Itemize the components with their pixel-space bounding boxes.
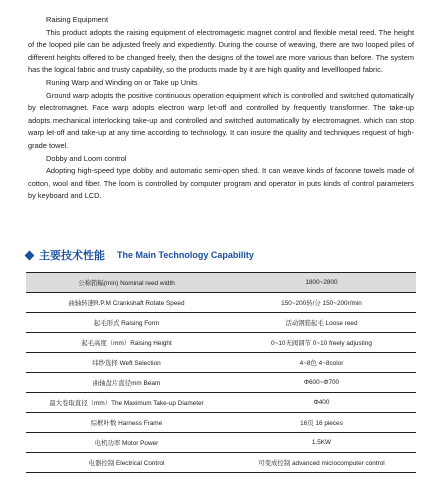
spec-label: 起毛形式 Raising Form	[26, 313, 227, 333]
paragraph-raising-equipment: This product adopts the raising equipment of electromagetic magnet control and flexible metal reed. The height of the looped pile can be adjusted freely and expediently. During the course of weaving, there are two looped piles of different heights offered to be changed freely, then the designs of the towel are more various than before. The system has the logical fabric and trusty capability, so the products made by it are high quality and levelllooped fabric.	[28, 27, 414, 75]
table-row	[26, 433, 416, 453]
spec-label: 曲轴盘片直径mm Beam	[26, 373, 227, 393]
heading-raising-equipment: Raising Equipment	[46, 15, 109, 24]
table-row	[26, 353, 416, 373]
spec-value: Φ400	[227, 393, 416, 413]
spec-value: 0~10无阀调节 0~10 freely adjusting	[227, 333, 416, 353]
spec-label: 最大卷取直径（mm）The Maximum Take-up Diameter	[26, 393, 227, 413]
table-row	[26, 393, 416, 413]
spec-value: 16页 16 pieces	[227, 413, 416, 433]
spec-value: 1800~2800	[227, 273, 416, 293]
spec-label: 电机功率 Motor Power	[26, 433, 227, 453]
spec-label: 纬纱选择 Weft Selection	[26, 353, 227, 373]
feature-description	[28, 14, 414, 203]
spec-label: 曲轴转速R.P.M Crankshaft Rotate Speed	[26, 293, 227, 313]
section-title	[26, 247, 254, 263]
spec-label: 综框叶数 Harness Frame	[26, 413, 227, 433]
table-row	[26, 273, 416, 293]
spec-label: 起毛高度（mm）Raising Height	[26, 333, 227, 353]
paragraph-dobby-loom: Adopting high-speed type dobby and automatic semi-open shed. It can weave kinds of faconne towels made of cotton, wool and fiber. The loom is controlled by computer program and operator in puts kinds of control parameters by keyboard and LCD.	[28, 166, 414, 201]
section-title-en: The Main Technology Capability	[117, 250, 254, 260]
heading-dobby-loom: Dobby and Loom control	[46, 153, 127, 163]
specification-table	[26, 272, 416, 473]
table-row	[26, 293, 416, 313]
spec-value: Φ600~Φ700	[227, 373, 416, 393]
diamond-bullet-icon	[25, 250, 35, 260]
table-row	[26, 313, 416, 333]
table-row	[26, 413, 416, 433]
spec-value: 150~200转/分 150~200r/min	[227, 293, 416, 313]
spec-label: 公称筘幅(min) Nominal reed width	[26, 273, 227, 293]
spec-value: 1.5KW	[227, 433, 416, 453]
spec-value: 可变成控制 advanced microcomputer control	[227, 453, 416, 473]
spec-value: 4~8色 4~8color	[227, 353, 416, 373]
paragraph-warp-take-up: Ground warp adopts the positive continuous operation equipment which is controlled and switched qutomatically by electromagnet. Face warp adopts electron warp let-off and controlled by frequently transformer. The take-up adopts mechanical interlocking take-up and controlled and switched automatically by electromagnet. which can stop warp let-off and take-up at any time according to technology. It can insure the quality and techniques request of high-grade towel.	[28, 90, 414, 150]
table-row	[26, 453, 416, 473]
spec-label: 电器控制 Electrical Control	[26, 453, 227, 473]
section-title-zh: 主要技术性能	[39, 250, 105, 262]
table-row	[26, 373, 416, 393]
table-row	[26, 333, 416, 353]
spec-value: 活动钢筘起毛 Loose reed	[227, 313, 416, 333]
heading-warp-take-up: Runing Warp and Winding on or Take up Units	[46, 77, 198, 87]
